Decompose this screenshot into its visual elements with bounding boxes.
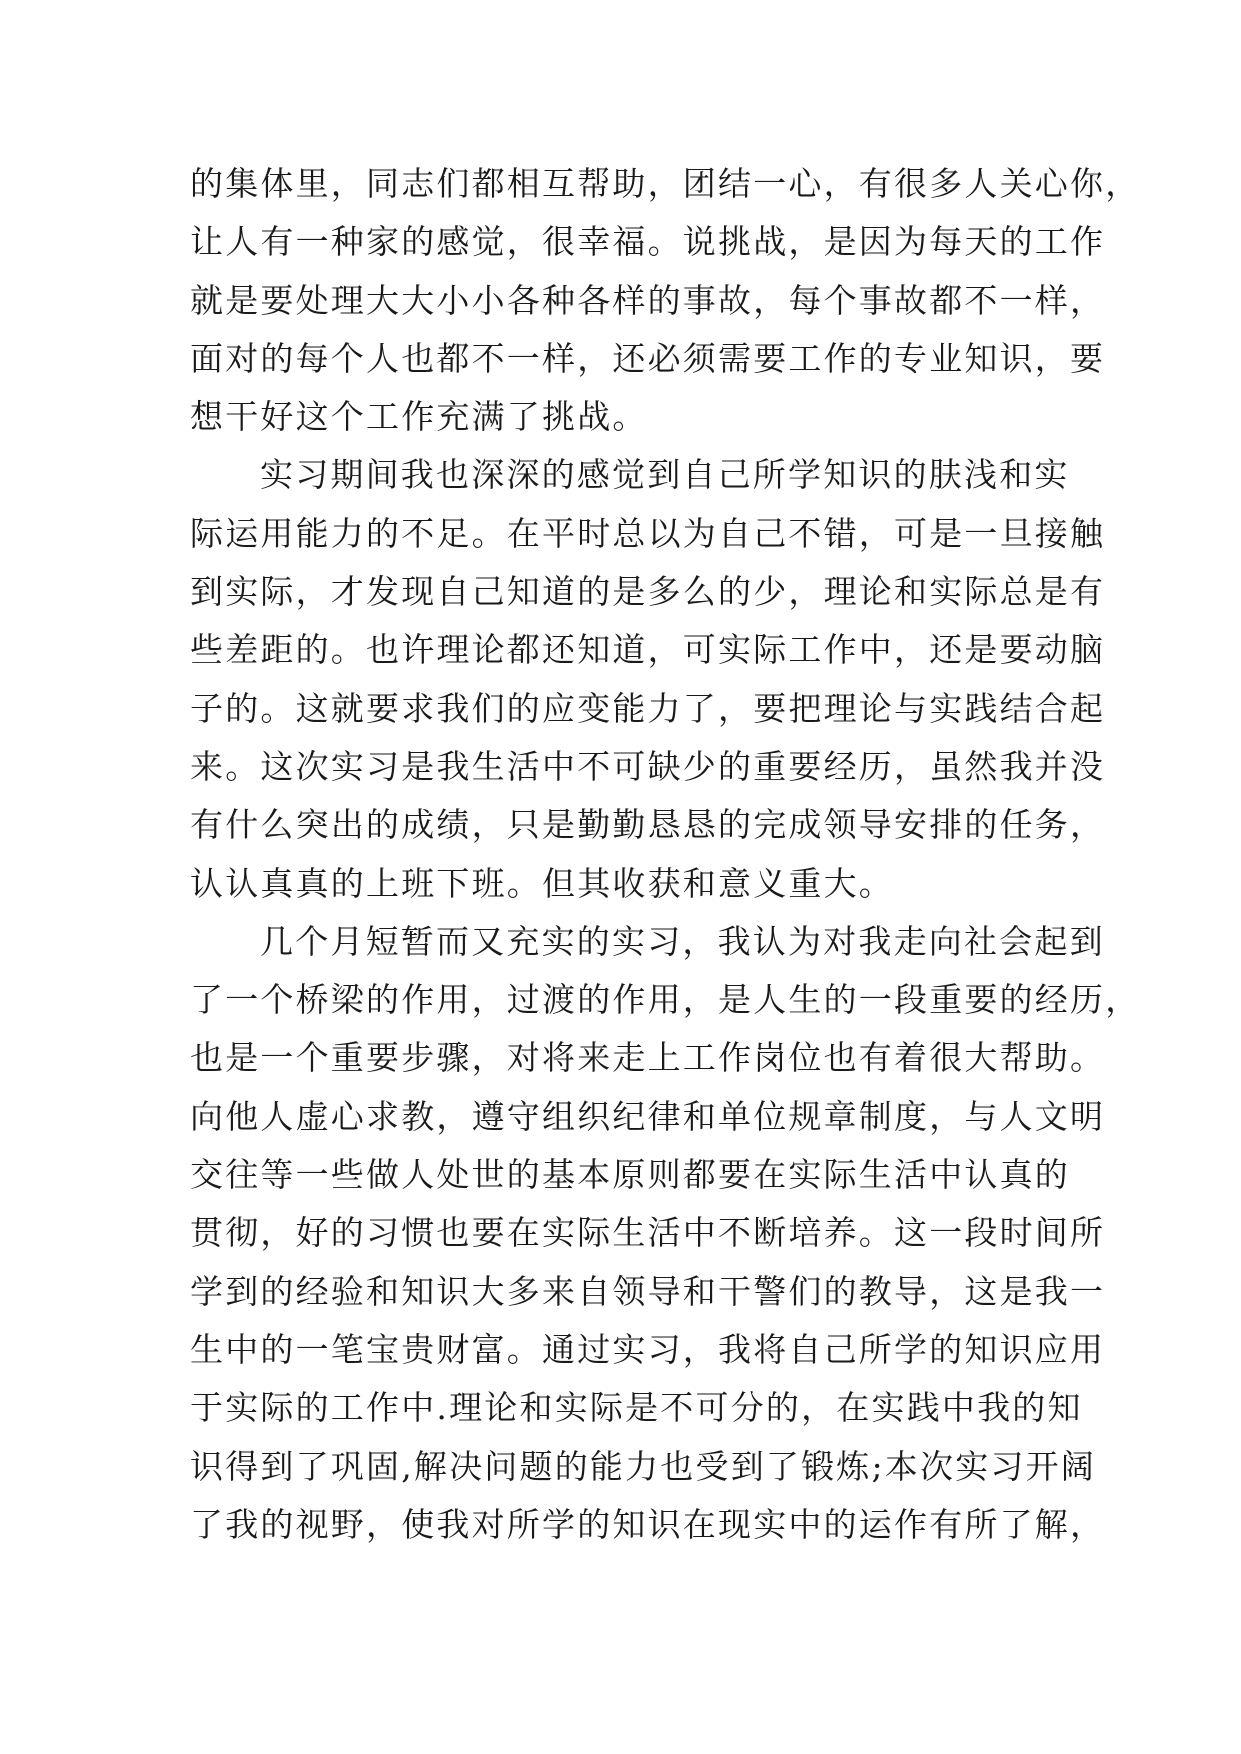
text-line: 了一个桥梁的作用，过渡的作用，是人生的一段重要的经历， bbox=[190, 980, 1141, 1020]
text-line: 就是要处理大大小小各种各样的事故，每个事故都不一样， bbox=[190, 280, 1106, 320]
text-line: 子的。这就要求我们的应变能力了，要把理论与实践结合起 bbox=[190, 688, 1106, 728]
text-line: 想干好这个工作充满了挑战。 bbox=[190, 397, 648, 437]
text-line: 些差距的。也许理论都还知道，可实际工作中，还是要动脑 bbox=[190, 630, 1106, 670]
paragraph-first-line: 几个月短暂而又充实的实习，我认为对我走向社会起到 bbox=[260, 921, 1105, 961]
text-line: 识得到了巩固,解决问题的能力也受到了锻炼;本次实习开阔 bbox=[190, 1446, 1097, 1486]
text-line: 生中的一笔宝贵财富。通过实习，我将自己所学的知识应用 bbox=[190, 1329, 1106, 1369]
paragraph-first-line: 实习期间我也深深的感觉到自己所学知识的肤浅和实 bbox=[260, 455, 1070, 495]
text-line: 让人有一种家的感觉，很幸福。说挑战，是因为每天的工作 bbox=[190, 222, 1106, 262]
text-line: 贯彻，好的习惯也要在实际生活中不断培养。这一段时间所 bbox=[190, 1213, 1106, 1253]
text-line: 也是一个重要步骤，对将来走上工作岗位也有着很大帮助。 bbox=[190, 1038, 1106, 1078]
text-line: 有什么突出的成绩，只是勤勤恳恳的完成领导安排的任务， bbox=[190, 805, 1106, 845]
text-line: 来。这次实习是我生活中不可缺少的重要经历，虽然我并没 bbox=[190, 746, 1106, 786]
text-line: 到实际，才发现自己知道的是多么的少，理论和实际总是有 bbox=[190, 572, 1106, 612]
text-line: 向他人虚心求教，遵守组织纪律和单位规章制度，与人文明 bbox=[190, 1096, 1106, 1136]
text-line: 的集体里，同志们都相互帮助，团结一心，有很多人关心你， bbox=[190, 164, 1141, 203]
text-line: 于实际的工作中.理论和实际是不可分的，在实践中我的知 bbox=[190, 1388, 1083, 1428]
text-line: 了我的视野，使我对所学的知识在现实中的运作有所了解， bbox=[190, 1504, 1106, 1544]
text-line: 际运用能力的不足。在平时总以为自己不错，可是一旦接触 bbox=[190, 513, 1106, 553]
text-line: 面对的每个人也都不一样，还必须需要工作的专业知识，要 bbox=[190, 338, 1106, 378]
text-line: 认认真真的上班下班。但其收获和意义重大。 bbox=[190, 863, 894, 903]
body-text bbox=[190, 155, 1141, 1554]
text-line: 交往等一些做人处世的基本原则都要在实际生活中认真的 bbox=[190, 1155, 1070, 1195]
text-line: 学到的经验和知识大多来自领导和干警们的教导，这是我一 bbox=[190, 1271, 1106, 1311]
